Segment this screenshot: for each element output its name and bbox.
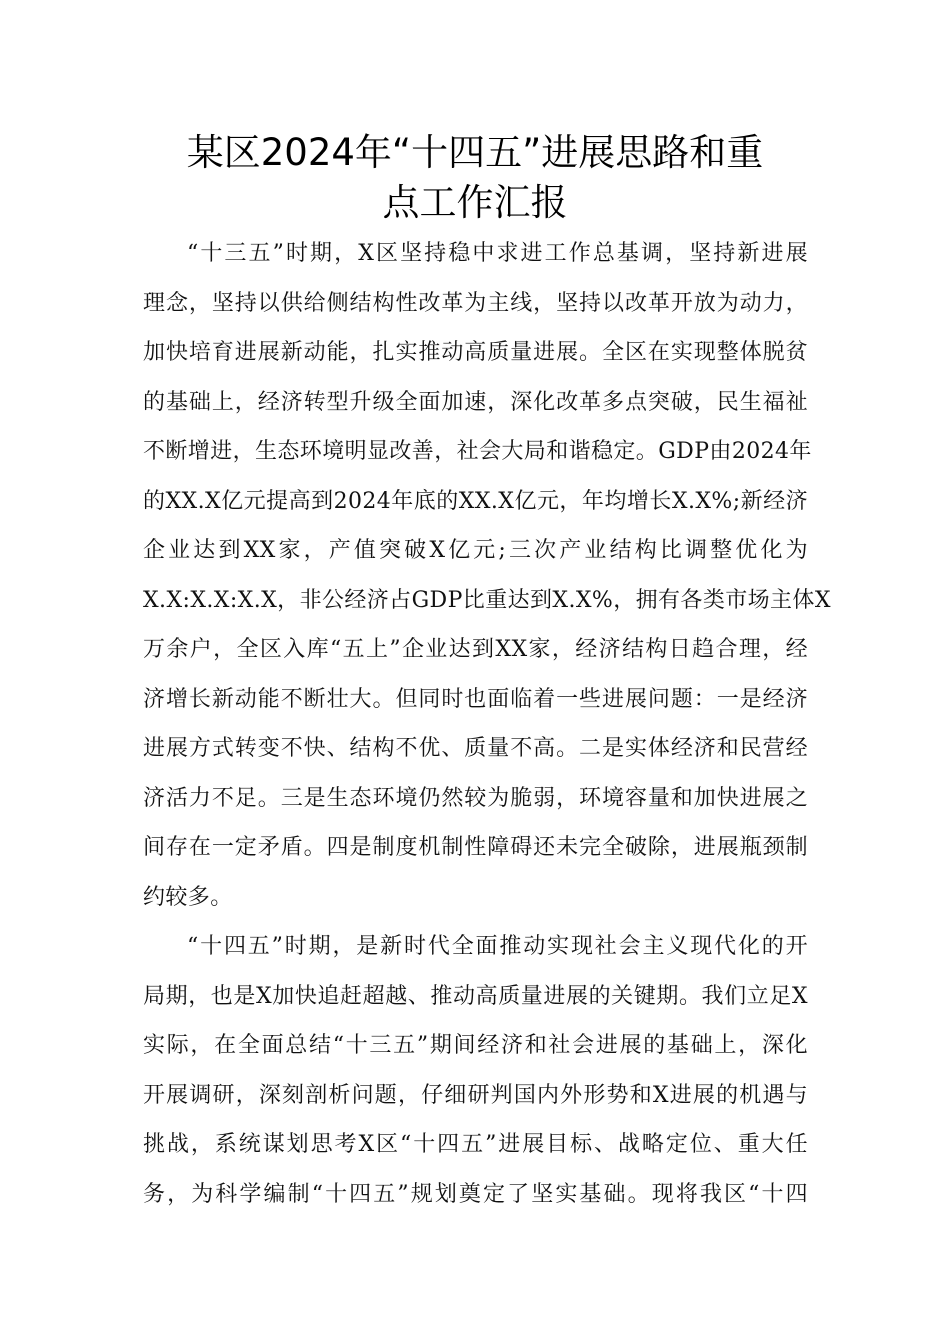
- paragraph-line: “十三五”时期，X区坚持稳中求进工作总基调，坚持新进展: [187, 241, 808, 266]
- paragraph-line: 实际，在全面总结“十三五”期间经济和社会进展的基础上，深化: [143, 1033, 808, 1058]
- paragraph-line: 局期，也是X加快追赶超越、推动高质量进展的关键期。我们立足X: [143, 983, 808, 1009]
- paragraph-line: 的XX.X亿元提高到2024年底的XX.X亿元，年均增长X.X%;新经济: [143, 488, 808, 514]
- paragraph-line: 间存在一定矛盾。四是制度机制性障碍还未完全破除，进展瓶颈制: [143, 835, 808, 860]
- title-line: 某区2024年“十四五”进展思路和重: [186, 131, 764, 174]
- document-body: [143, 229, 831, 1219]
- paragraph: [143, 229, 831, 922]
- title-line: 点工作汇报: [382, 181, 568, 224]
- paragraph: [143, 922, 808, 1219]
- paragraph-line: 挑战，系统谋划思考X区“十四五”进展目标、战略定位、重大任: [143, 1132, 808, 1157]
- paragraph-line: 务，为科学编制“十四五”规划奠定了坚实基础。现将我区“十四: [143, 1181, 808, 1207]
- paragraph-line: 加快培育进展新动能，扎实推动高质量进展。全区在实现整体脱贫: [143, 340, 808, 365]
- paragraph-line: 不断增进，生态环境明显改善，社会大局和谐稳定。GDP由2024年: [143, 439, 812, 464]
- paragraph-line: “十四五”时期，是新时代全面推动实现社会主义现代化的开: [187, 934, 808, 959]
- paragraph-line: 万余户，全区入库“五上”企业达到XX家，经济结构日趋合理，经: [143, 637, 808, 662]
- paragraph-line: 理念，坚持以供给侧结构性改革为主线，坚持以改革开放为动力，: [143, 290, 808, 316]
- paragraph-line: 济增长新动能不断壮大。但同时也面临着一些进展问题：一是经济: [143, 686, 808, 712]
- paragraph-line: 进展方式转变不快、结构不优、质量不高。二是实体经济和民营经: [143, 736, 808, 761]
- paragraph-line: 开展调研，深刻剖析问题，仔细研判国内外形势和X进展的机遇与: [143, 1082, 808, 1108]
- paragraph-line: 的基础上，经济转型升级全面加速，深化改革多点突破，民生福祉: [143, 389, 808, 415]
- document-title: [140, 128, 810, 228]
- paragraph-line: 济活力不足。三是生态环境仍然较为脆弱，环境容量和加快进展之: [143, 785, 808, 811]
- paragraph-line: 约较多。: [143, 884, 233, 910]
- paragraph-line: X.X:X.X:X.X，非公经济占GDP比重达到X.X%，拥有各类市场主体X: [143, 587, 831, 613]
- paragraph-line: 企业达到XX家，产值突破X亿元;三次产业结构比调整优化为: [143, 538, 808, 563]
